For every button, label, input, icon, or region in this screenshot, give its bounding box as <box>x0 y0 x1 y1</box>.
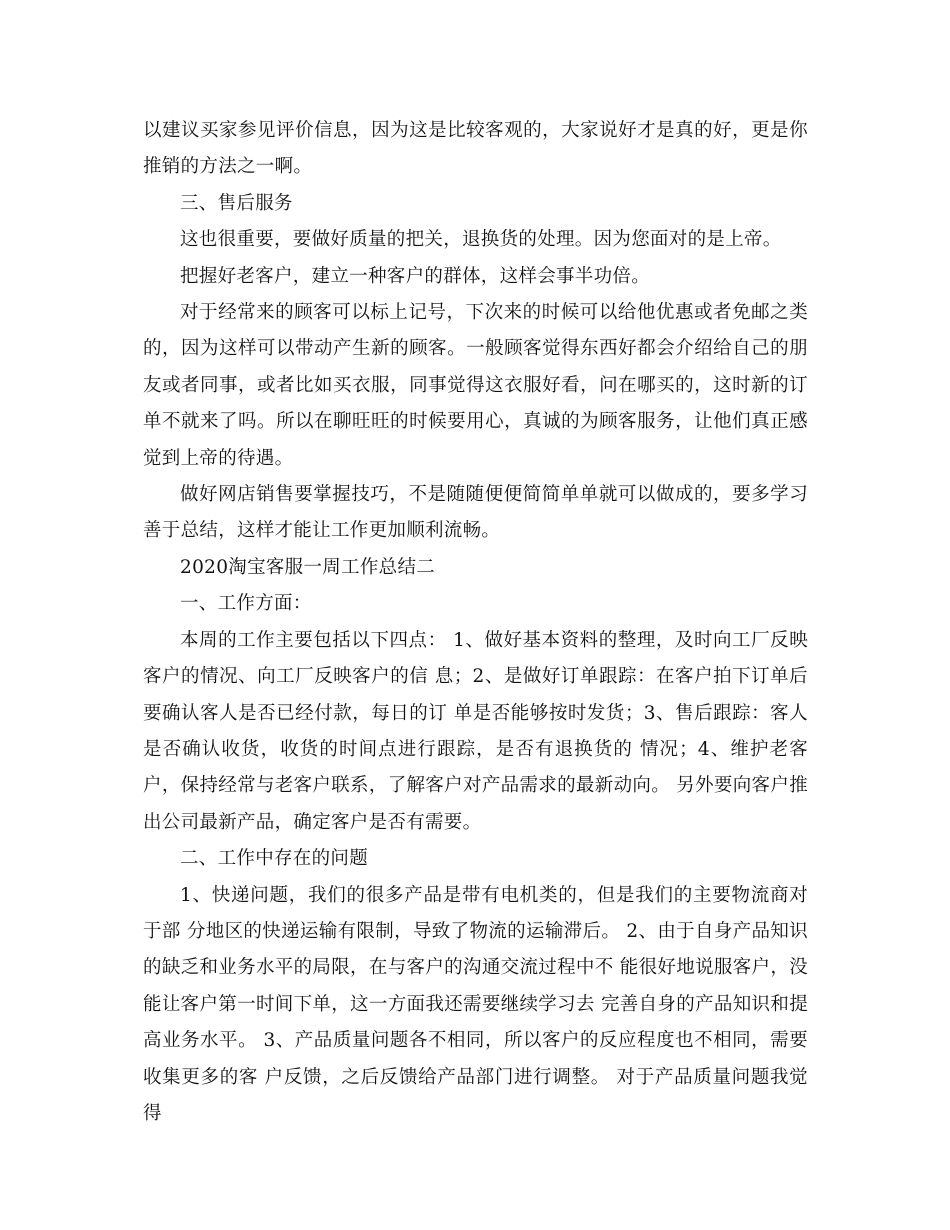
document-subtitle: 2020淘宝客服一周工作总结二 <box>180 556 436 578</box>
paragraph: 做好网店销售要掌握技巧，不是随随便便简简单单就可以做成的，要多学习善于总结，这样才能让工作更加顺利流畅。 <box>143 484 808 542</box>
paragraph: 这也很重要，要做好质量的把关，退换货的处理。因为您面对的是上帝。 <box>180 229 782 251</box>
paragraph: 本周的工作主要包括以下四点： 1、做好基本资料的整理，及时向工厂反映客户的情况、向工厂反映客户的信 息；2、是做好订单跟踪：在客户拍下订单后要确认客人是否已经付款，每日的订 单是否能够按时发货；3、售后跟踪：客人是否确认收货，收货的时间点进行跟踪，是否有退换货的 情况；4、维护老客户，保持经常与老客户联系，了解客户对产品需求的最新动向。 另外要向客户推出公司最新产品，确定客户是否有需要。 <box>143 629 808 833</box>
paragraph: 1、快递问题，我们的很多产品是带有电机类的，但是我们的主要物流商对于部 分地区的快递运输有限制，导致了物流的运输滞后。 2、由于自身产品知识的缺乏和业务水平的局限，在与客户的沟通交流过程中不 能很好地说服客户，没能让客户第一时间下单，这一方面我还需要继续学习去 完善自身的产品知识和提高业务水平。 3、产品质量问题各不相同，所以客户的反应程度也不相同，需要收集更多的客 户反馈，之后反馈给产品部门进行调整。 对于产品质量问题我觉得 <box>143 884 808 1124</box>
paragraph: 对于经常来的顾客可以标上记号，下次来的时候可以给他优惠或者免邮之类的，因为这样可以带动产生新的顾客。一般顾客觉得东西好都会介绍给自己的朋友或者同事，或者比如买衣服，同事觉得这衣服好看，问在哪买的，这时新的订单不就来了吗。所以在聊旺旺的时候要用心，真诚的为顾客服务，让他们真正感觉到上帝的待遇。 <box>143 302 808 469</box>
section-heading-work: 一、工作方面： <box>180 593 312 615</box>
paragraph-continuation: 以建议买家参见评价信息，因为这是比较客观的，大家说好才是真的好，更是你推销的方法之一啊。 <box>143 120 808 178</box>
document-body <box>143 113 808 1132</box>
section-heading-problems: 二、工作中存在的问题 <box>180 848 369 870</box>
section-heading-after-sales: 三、售后服务 <box>180 192 293 214</box>
paragraph: 把握好老客户，建立一种客户的群体，这样会事半功倍。 <box>180 265 651 287</box>
